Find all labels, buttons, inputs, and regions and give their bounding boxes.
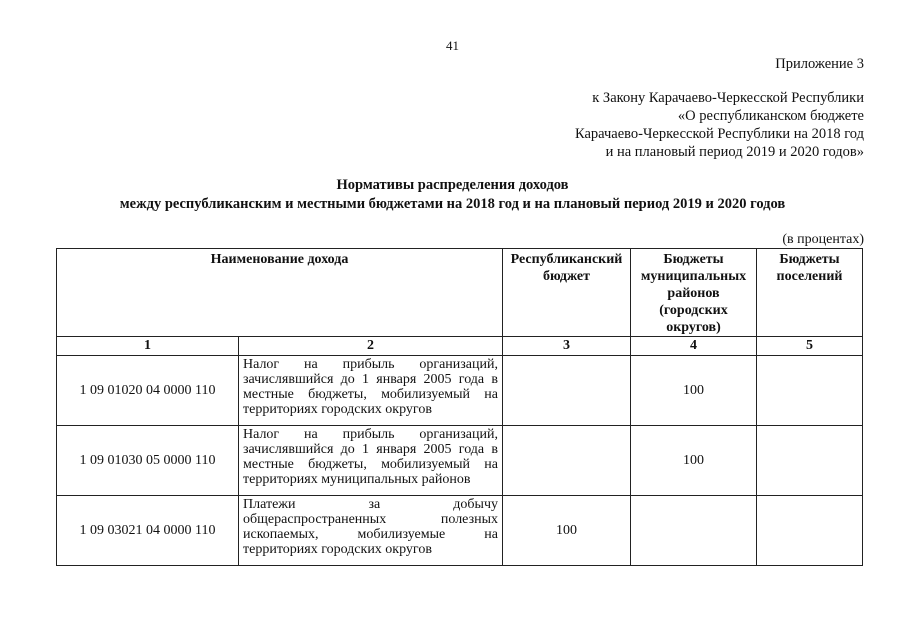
republican-value [503, 426, 631, 496]
republican-value: 100 [503, 496, 631, 566]
document-title: Нормативы распределения доходов [336, 177, 569, 193]
income-name: Платежи за добычу общераспространенных полезных ископаемых, мобилизуемые на территориях городских округов [239, 496, 503, 566]
income-distribution-table [56, 248, 863, 566]
table-row [57, 356, 863, 426]
settlements-value [757, 356, 863, 426]
law-reference-line: к Закону Карачаево-Черкесской Республики [592, 90, 864, 106]
municipal-value: 100 [631, 356, 757, 426]
income-name: Налог на прибыль организаций, зачислявшийся до 1 января 2005 года в местные бюджеты, мобилизуемый на территориях муниципальных районов [239, 426, 503, 496]
header-republican: Республиканский бюджет [503, 249, 631, 337]
header-row [57, 249, 863, 337]
municipal-value: 100 [631, 426, 757, 496]
document-subtitle: между республиканским и местными бюджетами на 2018 год и на плановый период 2019 и 2020 годов [119, 196, 786, 212]
law-reference-line: и на плановый период 2019 и 2020 годов» [605, 144, 864, 160]
income-code: 1 09 03021 04 0000 110 [57, 496, 239, 566]
income-code: 1 09 01020 04 0000 110 [57, 356, 239, 426]
settlements-value [757, 426, 863, 496]
income-name: Налог на прибыль организаций, зачислявшийся до 1 января 2005 года в местные бюджеты, мобилизуемый на территориях городских округов [239, 356, 503, 426]
republican-value [503, 356, 631, 426]
header-income-name: Наименование дохода [57, 249, 503, 337]
column-number: 5 [757, 337, 863, 356]
page-number: 41 [446, 38, 459, 53]
column-number-row [57, 337, 863, 356]
law-reference-line: «О республиканском бюджете [677, 108, 864, 124]
table-row [57, 496, 863, 566]
income-code: 1 09 01030 05 0000 110 [57, 426, 239, 496]
column-number: 4 [631, 337, 757, 356]
appendix-label: Приложение 3 [775, 56, 864, 72]
column-number: 1 [57, 337, 239, 356]
header-settlements: Бюджеты поселений [757, 249, 863, 337]
municipal-value [631, 496, 757, 566]
law-reference-line: Карачаево-Черкесской Республики на 2018 год [574, 126, 864, 142]
settlements-value [757, 496, 863, 566]
units-note: (в процентах) [782, 232, 864, 247]
header-municipal: Бюджеты муниципальных районов (городских округов) [631, 249, 757, 337]
column-number: 3 [503, 337, 631, 356]
column-number: 2 [239, 337, 503, 356]
table-row [57, 426, 863, 496]
